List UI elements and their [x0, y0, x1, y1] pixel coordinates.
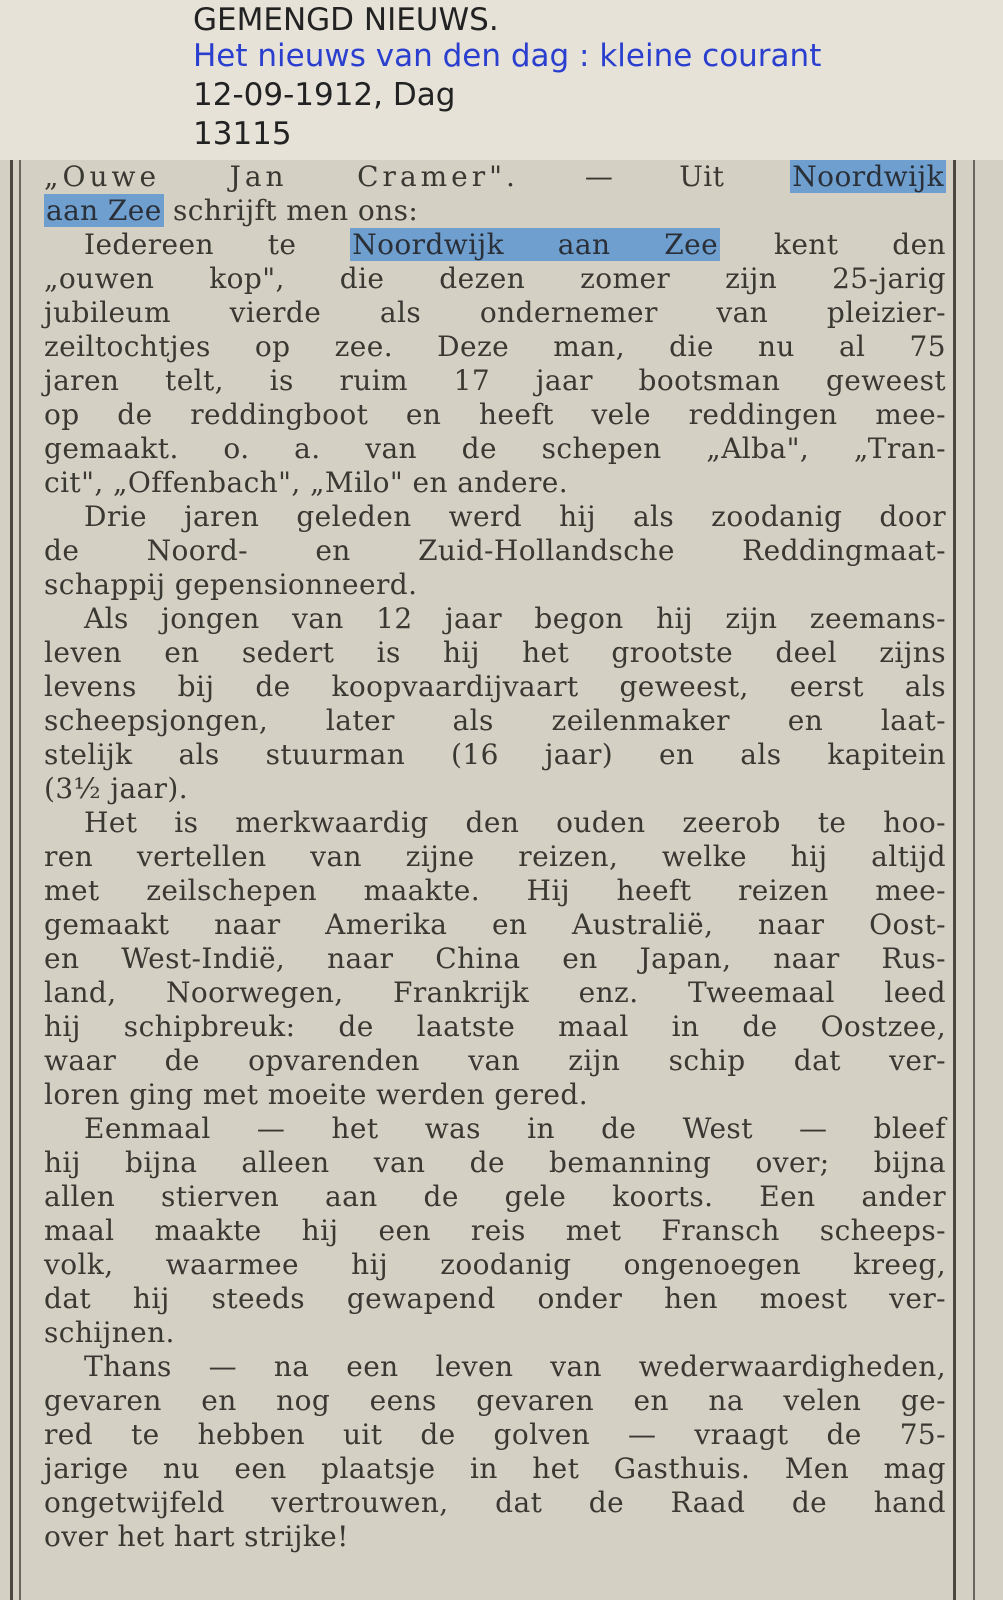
section-title: GEMENGD NIEUWS. — [193, 2, 499, 38]
column-rule-right — [953, 160, 956, 1600]
article-line: red te hebben uit de golven — vraagt de 75- — [44, 1418, 946, 1451]
article-line: Eenmaal — het was in de West — bleef — [84, 1112, 946, 1145]
article-line: hij bijna alleen van de bemanning over; bijna — [44, 1146, 946, 1179]
article-line: Het is merkwaardig den ouden zeerob te hoo- — [84, 806, 946, 839]
search-highlight: Noordwijk — [792, 160, 944, 193]
article-line: scheepsjongen, later als zeilenmaker en laat- — [44, 704, 946, 737]
article-line: maal maakte hij een reis met Fransch scheeps- — [44, 1214, 946, 1247]
article-line: land, Noorwegen, Frankrijk enz. Tweemaal leed — [44, 976, 946, 1009]
article-line: over het hart strijke! — [44, 1520, 349, 1553]
article-line — [44, 160, 946, 194]
article-title: „Ouwe Jan Cramer". — [44, 160, 519, 193]
issue-number: 13115 — [193, 116, 292, 152]
article-line: jaren telt, is ruim 17 jaar bootsman geweest — [44, 364, 946, 397]
article-line: gevaren en nog eens gevaren en na velen ge- — [44, 1384, 946, 1417]
newspaper-title-link[interactable]: Het nieuws van den dag : kleine courant — [193, 38, 822, 74]
article-line: jarige nu een plaatsje in het Gasthuis. Men mag — [44, 1452, 946, 1485]
article-text: — Uit — [584, 160, 725, 193]
article-line: loren ging met moeite werden gered. — [44, 1078, 588, 1111]
article-text: Iedereen te — [84, 228, 297, 261]
article-text: kent den — [773, 228, 946, 261]
article-line: „ouwen kop", die dezen zomer zijn 25-jarig — [44, 262, 946, 295]
article-line: de Noord- en Zuid-Hollandsche Reddingmaat- — [44, 534, 946, 567]
publication-date: 12-09-1912, Dag — [193, 77, 456, 113]
newspaper-clipping — [0, 160, 1003, 1600]
article-line: cit", „Offenbach", „Milo" en andere. — [44, 466, 569, 499]
article-line: Als jongen van 12 jaar begon hij zijn zeemans- — [84, 602, 946, 635]
article-line — [44, 194, 946, 228]
article-line: stelijk als stuurman (16 jaar) en als kapitein — [44, 738, 946, 771]
article-body — [44, 160, 946, 1554]
article-line: levens bij de koopvaardijvaart geweest, eerst als — [44, 670, 946, 703]
article-line: (3½ jaar). — [44, 772, 189, 805]
article-line: zeiltochtjes op zee. Deze man, die nu al 75 — [44, 330, 946, 363]
article-line: allen stierven aan de gele koorts. Een ander — [44, 1180, 946, 1213]
article-line: jubileum vierde als ondernemer van pleizier- — [44, 296, 946, 329]
clipping-header — [0, 0, 1003, 160]
article-line: schijnen. — [44, 1316, 175, 1349]
article-text: schrijft men ons: — [173, 194, 419, 227]
article-line: gemaakt. o. a. van de schepen „Alba", „Tran- — [44, 432, 946, 465]
article-line: leven en sedert is hij het grootste deel zijns — [44, 636, 946, 669]
column-rule-left-inner — [19, 160, 21, 1600]
column-rule-right-outer — [973, 160, 975, 1600]
article-line: hij schipbreuk: de laatste maal in de Oostzee, — [44, 1010, 946, 1043]
article-line: ren vertellen van zijne reizen, welke hij altijd — [44, 840, 946, 873]
article-line: Drie jaren geleden werd hij als zoodanig door — [84, 500, 946, 533]
article-line: op de reddingboot en heeft vele reddingen mee- — [44, 398, 946, 431]
article-line: gemaakt naar Amerika en Australië, naar Oost- — [44, 908, 946, 941]
article-line: volk, waarmee hij zoodanig ongenoegen kreeg, — [44, 1248, 946, 1281]
article-line: met zeilschepen maakte. Hij heeft reizen mee- — [44, 874, 946, 907]
search-highlight: aan Zee — [46, 194, 162, 227]
article-line: ongetwijfeld vertrouwen, dat de Raad de hand — [44, 1486, 946, 1519]
article-line: schappij gepensionneerd. — [44, 568, 418, 601]
search-highlight: Noordwijk aan Zee — [352, 228, 719, 261]
article-line: Thans — na een leven van wederwaardigheden, — [84, 1350, 946, 1383]
column-rule-left — [10, 160, 13, 1600]
article-line: dat hij steeds gewapend onder hen moest ver- — [44, 1282, 946, 1315]
article-line: en West-Indië, naar China en Japan, naar Rus- — [44, 942, 946, 975]
article-line: waar de opvarenden van zijn schip dat ver- — [44, 1044, 946, 1077]
article-line — [44, 228, 946, 262]
